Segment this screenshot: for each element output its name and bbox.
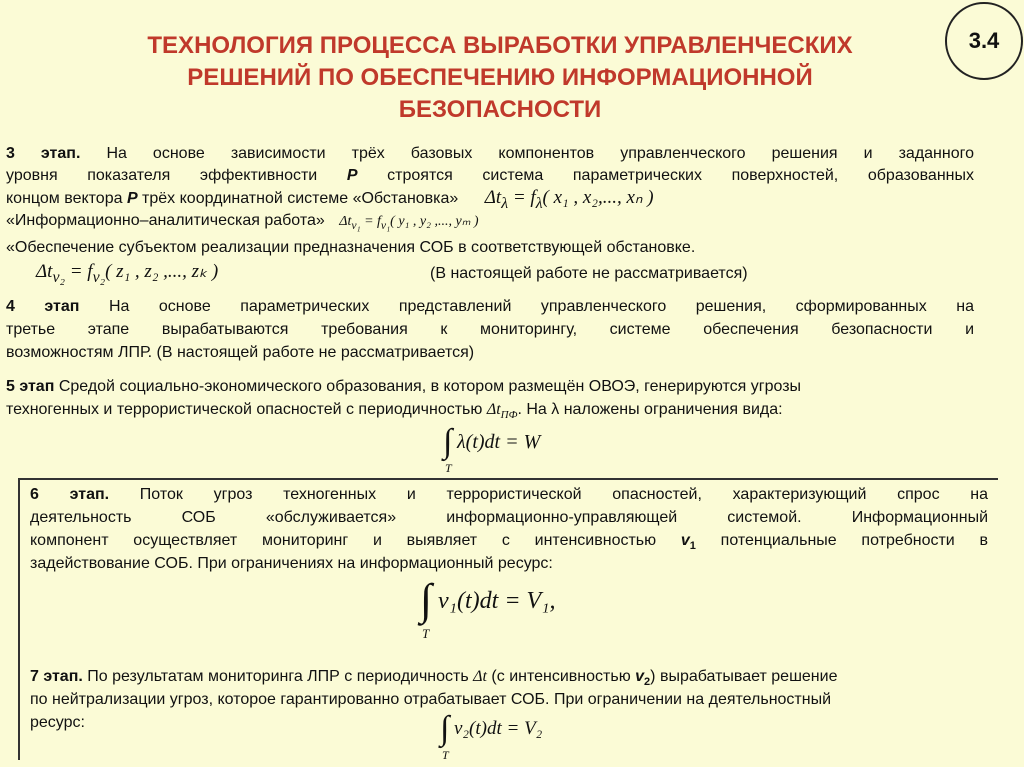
integral-expression: v₁(t)dt = V₁, [438, 588, 556, 614]
stage7-line2: по нейтрализации угроз, которое гарантированно отрабатывает СОБ. При ограничении на деятельностный [30, 691, 832, 708]
stage3-text: трёх координатной системе «Обстановка» [137, 190, 459, 207]
stage7-label: 7 этап. [30, 668, 83, 685]
formula-lambda [484, 187, 654, 212]
stage7-text: (с интенсивностью [486, 668, 636, 685]
formula-sub: λ [535, 194, 543, 212]
stage6-line2: деятельность СОБ «обслуживается» информационно-управляющей системой. Информационный [30, 509, 988, 526]
integral-expression: v₂(t)dt = V₂ [454, 718, 543, 739]
integral-sign: ∫ [443, 423, 453, 460]
stage3-text: На основе зависимости трёх базовых компонентов управленческого решения и заданного [80, 145, 975, 162]
intensity-sub: 2 [644, 676, 651, 689]
stage6-line3 [30, 531, 988, 556]
formula-args: ( z₁ , z₂ ,..., zₖ ) [105, 261, 219, 282]
integral-w [443, 425, 603, 477]
stage5-line1 [6, 377, 974, 397]
formula-sym: Δt [339, 214, 352, 229]
stage3-line5: «Обеспечение субъектом реализации предназначения СОБ в соответствующей обстановке. [6, 239, 696, 256]
integral-subscript: T [442, 748, 449, 762]
stage7-text: ) вырабатывает решение [650, 668, 838, 685]
formula-sub: v₂ [52, 268, 65, 286]
stage3-text: строятся система параметрических поверхностей, образованных [357, 167, 974, 184]
formula-v2 [36, 261, 219, 286]
stage3-line2 [6, 166, 974, 186]
formula-sym: = f [64, 261, 93, 282]
stage4-line1 [6, 297, 974, 317]
slide-number-badge: 3.4 [945, 2, 1023, 80]
title-line-1: ТЕХНОЛОГИЯ ПРОЦЕССА ВЫРАБОТКИ УПРАВЛЕНЧЕСКИХ [147, 32, 853, 59]
stage5-text: . На λ наложены ограничения вида: [517, 401, 783, 418]
stage4-line2: третье этапе вырабатываются требования к мониторингу, системе обеспечения безопасности и [6, 321, 974, 338]
integral-sign: ∫ [420, 575, 433, 624]
stage6-line1 [30, 485, 988, 505]
integral-v1 [420, 575, 600, 644]
intensity-sub: 1 [689, 540, 696, 553]
title-line-3: БЕЗОПАСНОСТИ [398, 96, 602, 123]
stage7-line1 [30, 667, 998, 692]
formula-sub: v₂ [92, 268, 106, 286]
formula-sym: = f [360, 214, 381, 229]
stage3-text: уровня показателя эффективности [6, 167, 318, 184]
vector-p: P [346, 167, 358, 184]
stage6-line4: задействование СОБ. При ограничениях на информационный ресурс: [30, 555, 553, 572]
stage6-text: потенциальные потребности в [695, 532, 988, 549]
delta-t-sub: ПФ [500, 409, 518, 422]
formula-sub: v₁ [351, 218, 361, 232]
stage7-line3: ресурс: [30, 714, 85, 731]
stage3-text: «Информационно–аналитическая работа» [6, 212, 325, 229]
integral-v2 [440, 712, 600, 766]
stage3-label: 3 этап. [6, 145, 81, 162]
integral-expression: λ(t)dt = W [457, 431, 541, 453]
delta-t: Δt [486, 401, 501, 418]
formula-args: ( y₁ , y₂ ,..., yₘ ) [390, 214, 479, 229]
formula-args: ( x₁ , x₂,..., xₙ ) [542, 187, 654, 208]
integral-subscript: T [422, 626, 430, 641]
stage3-line4 [6, 211, 974, 236]
stage5-label: 5 этап [6, 378, 55, 395]
stage3-text: концом вектора [6, 190, 123, 207]
integral-subscript: T [445, 461, 452, 475]
integral-sign: ∫ [440, 710, 450, 747]
stage6-text: компонент осуществляет мониторинг и выявляет с интенсивностью [30, 532, 681, 549]
formula-sym: = f [508, 187, 536, 208]
stage3-line3 [6, 188, 974, 214]
formula-sub: λ [501, 194, 509, 212]
stage5-text: техногенных и террористической опасностей с периодичностью [6, 401, 487, 418]
delta-t: Δt [473, 668, 487, 685]
stage6-text: Поток угроз техногенных и террористической опасностей, характеризующий спрос на [109, 486, 989, 503]
formula-sub: v₁ [380, 218, 391, 232]
intensity-v: v [680, 532, 690, 549]
page-title [70, 30, 930, 126]
formula-v1 [339, 214, 479, 232]
stage5-line2 [6, 400, 974, 425]
intensity-v: v [635, 668, 645, 685]
stage4-label: 4 этап [6, 298, 80, 315]
stage7-text: По результатам мониторинга ЛПР с периодичность [82, 668, 474, 685]
stage4-line3: возможностям ЛПР. (В настоящей работе не рассматривается) [6, 344, 475, 361]
title-line-2: РЕШЕНИЙ ПО ОБЕСПЕЧЕНИЮ ИНФОРМАЦИОННОЙ [187, 64, 813, 91]
stage3-note: (В настоящей работе не рассматривается) [430, 265, 748, 282]
stage3-line6 [6, 262, 974, 288]
formula-sym: Δt [36, 261, 53, 282]
formula-sym: Δt [484, 187, 502, 208]
stage6-label: 6 этап. [30, 486, 110, 503]
stage5-text: Средой социально-экономического образования, в котором размещён ОВОЭ, генерируются угрозы [54, 378, 802, 395]
stage3-line1 [6, 144, 974, 164]
vector-p: P [126, 190, 138, 207]
stage4-text: На основе параметрических представлений управленческого решения, сформированных на [79, 298, 975, 315]
